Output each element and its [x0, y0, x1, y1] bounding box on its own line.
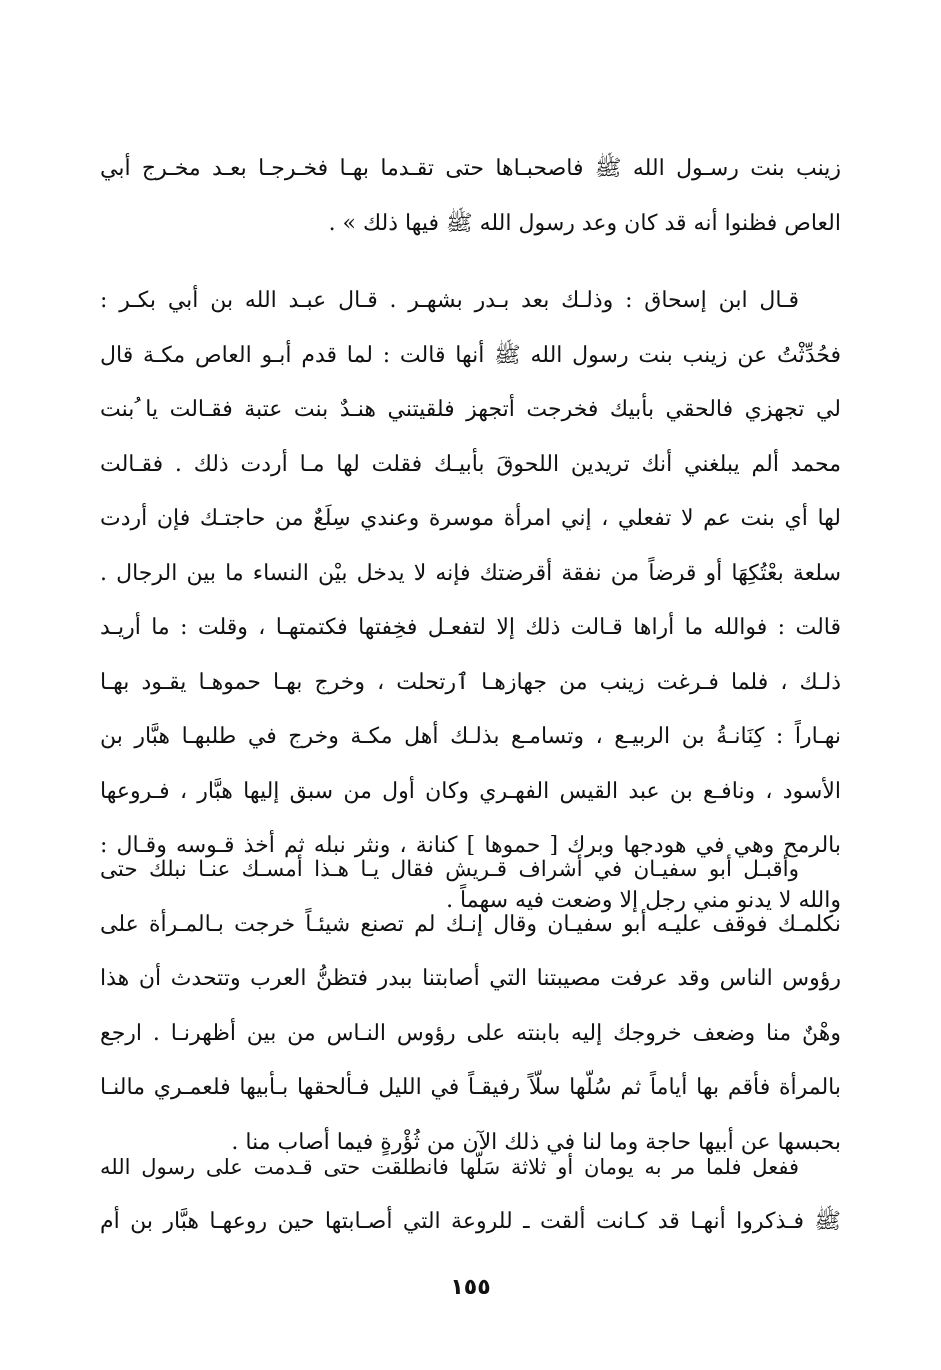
text-line: نهـاراً : كِنَانـةُ بن الربيـع ، وتسامـع بذلـك أهل مكـة وخرج في طلبهـا هبَّار بن	[100, 724, 841, 749]
text-line: لي تجهزي فالحقي بأبيك فخرجت أتجهز فلقيتني هنـدٌ بنت عتبة فقـالت يا ُبنت	[100, 397, 841, 422]
text-line: قـال ابن إسحاق : وذلـك بعد بـدر بشهـر . قـال عبـد الله بن أبي بكـر :	[100, 288, 799, 313]
text-line: ﷺ فـذكروا أنهـا قد كـانت ألقت ـ للروعة التي أصـابتها حين روعهـا هبَّار بن أم	[100, 1208, 841, 1234]
text-line: بالرمح وهي في هودجها وبرك [ حموها ] كنانة ، ونثر نبله ثم أخذ قـوسه وقـال :	[100, 833, 841, 858]
text-line: نكلمـك فوقف عليـه أبو سفيـان وقال إنـك لم تصنع شيئـاً خرجت بـالمـرأة على	[100, 911, 841, 937]
text-line: وأقبـل أبو سفيـان في أشراف قـريش فقال يـا هـذا أمسـك عنـا نبلك حتى	[100, 857, 799, 882]
text-line: العاص فظنوا أنه قد كان وعد رسول الله ﷺ فيها ذلك » .	[328, 210, 841, 236]
text-line: وهْنٌ منا وضعف خروجك إليه بابنته على رؤوس النـاس من بين أظهرنـا . ارجع	[100, 1020, 841, 1046]
text-line: والله لا يدنو مني رجل إلا وضعت فيه سهماً .	[446, 887, 841, 913]
paragraph-2	[100, 274, 841, 928]
text-line: فحُدِّثْتُ عن زينب بنت رسول الله ﷺ أنها قالت : لما قدم أبـو العاص مكـة قال	[100, 342, 841, 368]
paragraph-3	[100, 843, 841, 1170]
text-line: زينب بنت رسـول الله ﷺ فاصحبـاها حتى تقـدما بهـا فخـرجـا بعـد مخـرج أبي	[100, 156, 841, 181]
page-number: ١٥٥	[450, 1275, 491, 1300]
paragraph-1	[100, 142, 841, 251]
text-line: ففعل فلما مر به يومان أو ثلاثة سَلّها فانطلقت حتى قـدمت على رسول الله	[100, 1155, 799, 1179]
text-line: الأسود ، ونافـع بن عبد القيس الفهـري وكان أول من سبق إليها هبَّار ، فـروعها	[100, 778, 841, 804]
text-line: بحبسها عن أبيها حاجة وما لنا في ذلك الآن من ثُؤْرةٍ فيما أصاب منا .	[231, 1129, 841, 1155]
paragraph-4	[100, 1140, 841, 1249]
text-line: بالمرأة فأقم بها أياماً ثم سُلّها سلّاً رفيقـاً في الليل فـألحقها بـأبيها فلعمـري مالنـا	[100, 1075, 841, 1100]
text-line: سلعة بعْتُكِهَا أو قرضاً من نفقة أقرضتك فإنه لا يدخل بيْن النساء ما بين الرجال .	[100, 560, 842, 586]
text-line: لها أي بنت عم لا تفعلي ، إني امرأة موسرة وعندي سِلَعٌ من حاجتـك فإن أردت	[100, 506, 841, 531]
text-line: قالت : فوالله ما أراها قـالت ذلك إلا لتفعـل فخِفتها فكتمتهـا ، وقلت : ما أريـد	[100, 615, 841, 640]
text-line: محمد ألم يبلغني أنك تريدين اللحوقَ بأبيـك فقلت لها مـا أردت ذلك . فقـالت	[100, 451, 841, 477]
text-line: رؤوس الناس وقد عرفت مصيبتنا التي أصابتنا ببدر فتظنُّ العرب وتتحدث أن هذا	[100, 966, 841, 991]
text-line: ذلـك ، فلما فـرغت زينب من جهازهـا ٱرتحلت ، وخرج بهـا حموهـا يقـود بهـا	[100, 669, 841, 695]
